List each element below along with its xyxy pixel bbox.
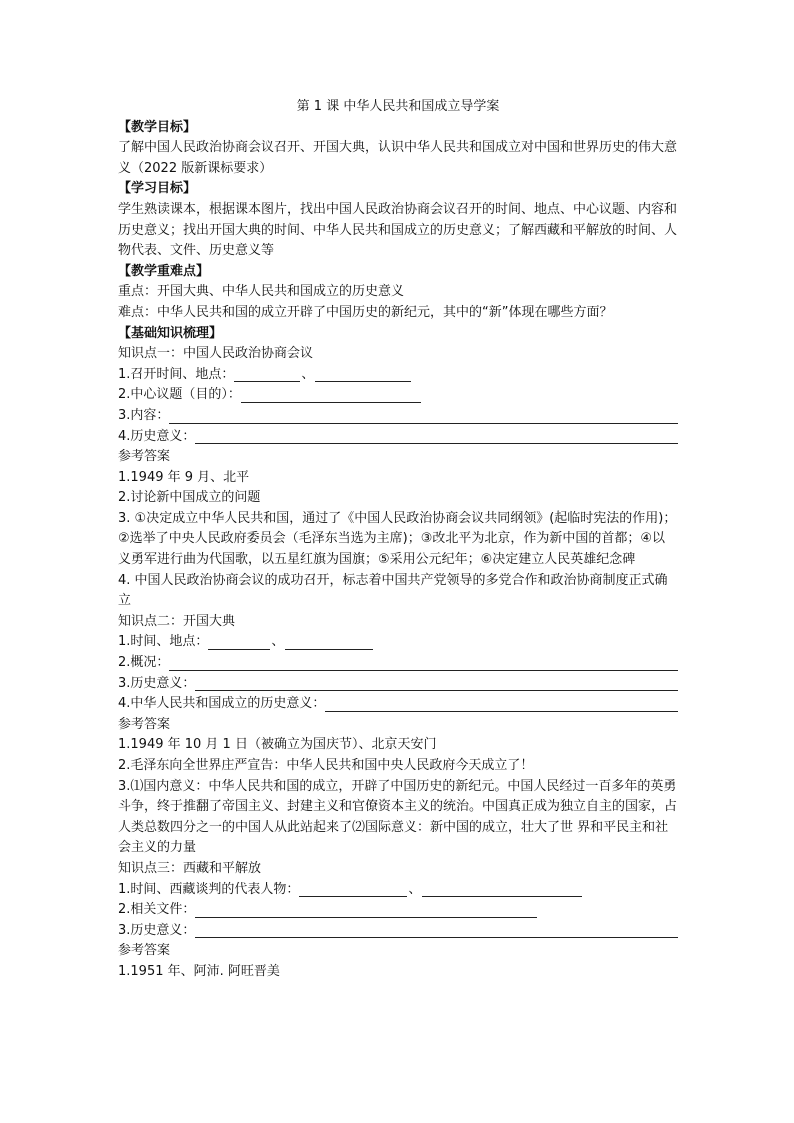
- kp1-q4-label: 4.历史意义：: [118, 428, 196, 444]
- kp2-q1-label: 1.时间、地点：: [118, 634, 209, 650]
- kp1-q4-blank[interactable]: [195, 429, 678, 444]
- learning-goal-text: 学生熟读课本，根据课本图片，找出中国人民政治协商会议召开的时间、地点、中心议题、内容和历史意义；找出开国大典的时间、中华人民共和国成立的历史意义；了解西藏和平解放的时间、人物代表、文件、历史意义等: [118, 201, 678, 259]
- kp3-q1-blank-time[interactable]: [299, 882, 407, 897]
- kp2-q2-blank[interactable]: [169, 656, 678, 671]
- kp1-q2-blank[interactable]: [241, 388, 421, 403]
- kp2-q1-row: [118, 632, 678, 653]
- kp3-q2-blank[interactable]: [195, 903, 537, 918]
- kp3-q1-label: 1.时间、西藏谈判的代表人物：: [118, 881, 300, 897]
- page-title: 第 1 课 中华人民共和国成立导学案: [296, 99, 500, 114]
- kp2-q1-blank-place[interactable]: [285, 635, 373, 650]
- learning-goal-heading: 【学习目标】: [118, 181, 197, 197]
- kp2-answer-heading: 参考答案: [118, 716, 171, 732]
- kp2-q1-separator: 、: [271, 634, 285, 650]
- kp3-q2-row: [118, 900, 678, 921]
- kp2-q2-label: 2.概况：: [118, 655, 170, 671]
- kp2-q4-label: 4.中华人民共和国成立的历史意义：: [118, 696, 326, 712]
- kp1-q1-separator: 、: [301, 366, 315, 382]
- kp2-title: 知识点二：开国大典: [118, 613, 236, 629]
- kp1-q2-row: [118, 385, 678, 406]
- kp1-answer-3: 3. ①决定成立中华人民共和国，通过了《中国人民政治协商会议共同纲领》(起临时宪法的作用)；②选举了中央人民政府委员会（毛泽东当选为主席)；③改北平为北京，作为新中国的首都；④以义勇军进行曲为代国歌，以五星红旗为国旗；⑤采用公元纪年；⑥决定建立人民英雄纪念碑: [118, 510, 677, 568]
- kp3-q1-separator: 、: [408, 881, 422, 897]
- teaching-goal-heading: 【教学目标】: [118, 119, 197, 135]
- kp1-answer-1: 1.1949 年 9 月、北平: [118, 469, 250, 485]
- kp1-answer-4: 4. 中国人民政治协商会议的成功召开，标志着中国共产党领导的多党合作和政治协商制度正式确立: [118, 572, 668, 609]
- kp3-q2-label: 2.相关文件：: [118, 902, 196, 918]
- kp3-q3-row: [118, 921, 678, 942]
- kp1-q2-label: 2.中心议题（目的）：: [118, 387, 241, 403]
- kp3-answer-heading: 参考答案: [118, 943, 171, 959]
- kp2-q3-blank[interactable]: [195, 676, 678, 691]
- kp2-answer-1: 1.1949 年 10 月 1 日（被确立为国庆节）、北京天安门: [118, 737, 437, 753]
- difficult-point-text: 难点：中华人民共和国的成立开辟了中国历史的新纪元，其中的“新”体现在哪些方面？: [118, 304, 613, 320]
- kp1-q1-blank-place[interactable]: [315, 367, 411, 382]
- kp1-answer-2: 2.讨论新中国成立的问题: [118, 490, 261, 506]
- kp3-answer-1: 1.1951 年、阿沛. 阿旺晋美: [118, 963, 280, 979]
- kp1-q3-label: 3.内容：: [118, 407, 170, 423]
- kp1-q3-row: [118, 406, 678, 427]
- kp1-title: 知识点一：中国人民政治协商会议: [118, 346, 314, 362]
- kp2-answer-2: 2.毛泽东向全世界庄严宣告：中华人民共和国中央人民政府今天成立了！: [118, 758, 534, 773]
- kp1-q1-label: 1.召开时间、地点：: [118, 366, 235, 382]
- teaching-goal-text: 了解中国人民政治协商会议召开、开国大典，认识中华人民共和国成立对中国和世界历史的伟大意义（2022 版新课标要求）: [118, 140, 678, 176]
- kp3-title: 知识点三：西藏和平解放: [118, 860, 262, 876]
- kp1-q4-row: [118, 427, 678, 448]
- kp1-q3-blank[interactable]: [169, 409, 678, 424]
- kp3-q1-blank-person[interactable]: [422, 882, 582, 897]
- basics-heading: 【基础知识梳理】: [118, 325, 223, 341]
- kp1-q1-row: [118, 365, 678, 386]
- kp1-answer-heading: 参考答案: [118, 449, 171, 465]
- key-point-text: 重点：开国大典、中华人民共和国成立的历史意义: [118, 284, 405, 300]
- kp2-q2-row: [118, 653, 678, 674]
- kp2-q4-blank[interactable]: [325, 697, 678, 712]
- kp2-q1-blank-time[interactable]: [208, 635, 270, 650]
- kp3-q3-label: 3.历史意义：: [118, 922, 196, 938]
- key-points-heading: 【教学重难点】: [118, 263, 210, 279]
- kp2-q3-row: [118, 674, 678, 695]
- worksheet-page: [118, 97, 678, 983]
- kp2-q4-row: [118, 694, 678, 715]
- kp3-q3-blank[interactable]: [195, 923, 678, 938]
- kp1-q1-blank-time[interactable]: [234, 367, 300, 382]
- kp2-answer-3: 3.⑴国内意义：中华人民共和国的成立，开辟了中国历史的新纪元。中国人民经过一百多年的英勇斗争，终于推翻了帝国主义、封建主义和官僚资本主义的统治。中国真正成为独立自主的国家，占人类总数四分之一的中国人从此站起来了⑵国际意义：新中国的成立，壮大了世 界和平民主和社会主义的力量: [118, 778, 678, 856]
- kp3-q1-row: [118, 880, 678, 901]
- kp2-q3-label: 3.历史意义：: [118, 675, 196, 691]
